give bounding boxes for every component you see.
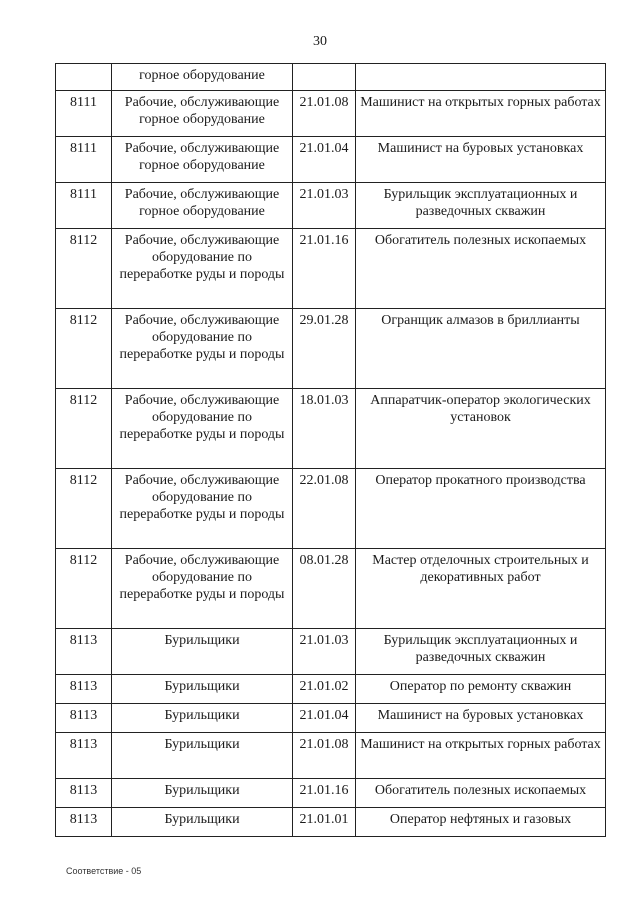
cell-profession-code: 21.01.08 (293, 91, 356, 137)
cell-profession-code: 21.01.01 (293, 808, 356, 837)
table-row (56, 309, 606, 389)
cell-profession-code: 21.01.03 (293, 183, 356, 229)
classification-table (55, 63, 606, 837)
cell-profession-code: 21.01.08 (293, 733, 356, 779)
cell-profession-code: 22.01.08 (293, 469, 356, 549)
table-row (56, 779, 606, 808)
table-row (56, 733, 606, 779)
table-row (56, 549, 606, 629)
cell-code: 8113 (56, 733, 112, 779)
cell-group: Рабочие, обслуживающие оборудование по переработке руды и породы (112, 229, 293, 309)
cell-profession-code: 18.01.03 (293, 389, 356, 469)
cell-code: 8113 (56, 675, 112, 704)
cell-code: 8111 (56, 137, 112, 183)
page-number: 30 (313, 34, 327, 49)
cell-profession-code: 21.01.04 (293, 704, 356, 733)
cell-group: Рабочие, обслуживающие горное оборудование (112, 137, 293, 183)
cell-group: Рабочие, обслуживающие горное оборудование (112, 91, 293, 137)
cell-code: 8112 (56, 229, 112, 309)
cell-profession-code: 21.01.03 (293, 629, 356, 675)
cell-profession-code: 21.01.16 (293, 229, 356, 309)
cell-code: 8112 (56, 469, 112, 549)
cell-group: Бурильщики (112, 733, 293, 779)
cell-code: 8113 (56, 779, 112, 808)
table-row (56, 229, 606, 309)
table-row (56, 137, 606, 183)
cell-group: Рабочие, обслуживающие оборудование по переработке руды и породы (112, 549, 293, 629)
cell-code: 8112 (56, 549, 112, 629)
cell-group: Бурильщики (112, 779, 293, 808)
cell-group: Бурильщики (112, 704, 293, 733)
cell-profession: Бурильщик эксплуатационных и разведочных скважин (356, 183, 606, 229)
cell-profession: Мастер отделочных строительных и декоративных работ (356, 549, 606, 629)
cell-profession: Машинист на буровых установках (356, 704, 606, 733)
cell-profession-code: 21.01.02 (293, 675, 356, 704)
cell-profession: Бурильщик эксплуатационных и разведочных скважин (356, 629, 606, 675)
cell-code: 8112 (56, 309, 112, 389)
cell-group: Бурильщики (112, 675, 293, 704)
cell-profession: Огранщик алмазов в бриллианты (356, 309, 606, 389)
cell-group: Рабочие, обслуживающие оборудование по переработке руды и породы (112, 309, 293, 389)
table-row (56, 629, 606, 675)
cell-profession: Оператор прокатного производства (356, 469, 606, 549)
cell-code: 8112 (56, 389, 112, 469)
cell-profession: Аппаратчик-оператор экологических установок (356, 389, 606, 469)
cell-group: Бурильщики (112, 808, 293, 837)
cell-code (56, 64, 112, 91)
cell-profession-code: 29.01.28 (293, 309, 356, 389)
cell-group: Бурильщики (112, 629, 293, 675)
table-row (56, 183, 606, 229)
cell-group: Рабочие, обслуживающие горное оборудование (112, 183, 293, 229)
cell-profession: Обогатитель полезных ископаемых (356, 229, 606, 309)
cell-profession: Оператор нефтяных и газовых (356, 808, 606, 837)
table-row (56, 91, 606, 137)
cell-profession-code: 21.01.16 (293, 779, 356, 808)
table-body (56, 64, 606, 837)
cell-profession: Машинист на буровых установках (356, 137, 606, 183)
cell-code: 8113 (56, 704, 112, 733)
cell-code: 8113 (56, 629, 112, 675)
cell-group: Рабочие, обслуживающие оборудование по переработке руды и породы (112, 469, 293, 549)
cell-profession-code: 21.01.04 (293, 137, 356, 183)
footer-note: Соответствие - 05 (66, 866, 142, 876)
cell-group: Рабочие, обслуживающие оборудование по переработке руды и породы (112, 389, 293, 469)
table-row (56, 704, 606, 733)
table-row (56, 675, 606, 704)
table-row (56, 64, 606, 91)
cell-code: 8113 (56, 808, 112, 837)
cell-code: 8111 (56, 183, 112, 229)
cell-code: 8111 (56, 91, 112, 137)
cell-profession: Оператор по ремонту скважин (356, 675, 606, 704)
table-row (56, 469, 606, 549)
cell-profession (356, 64, 606, 91)
cell-profession: Обогатитель полезных ископаемых (356, 779, 606, 808)
cell-profession-code (293, 64, 356, 91)
cell-group: горное оборудование (112, 64, 293, 91)
table-row (56, 389, 606, 469)
cell-profession: Машинист на открытых горных работах (356, 733, 606, 779)
cell-profession-code: 08.01.28 (293, 549, 356, 629)
table-row (56, 808, 606, 837)
cell-profession: Машинист на открытых горных работах (356, 91, 606, 137)
